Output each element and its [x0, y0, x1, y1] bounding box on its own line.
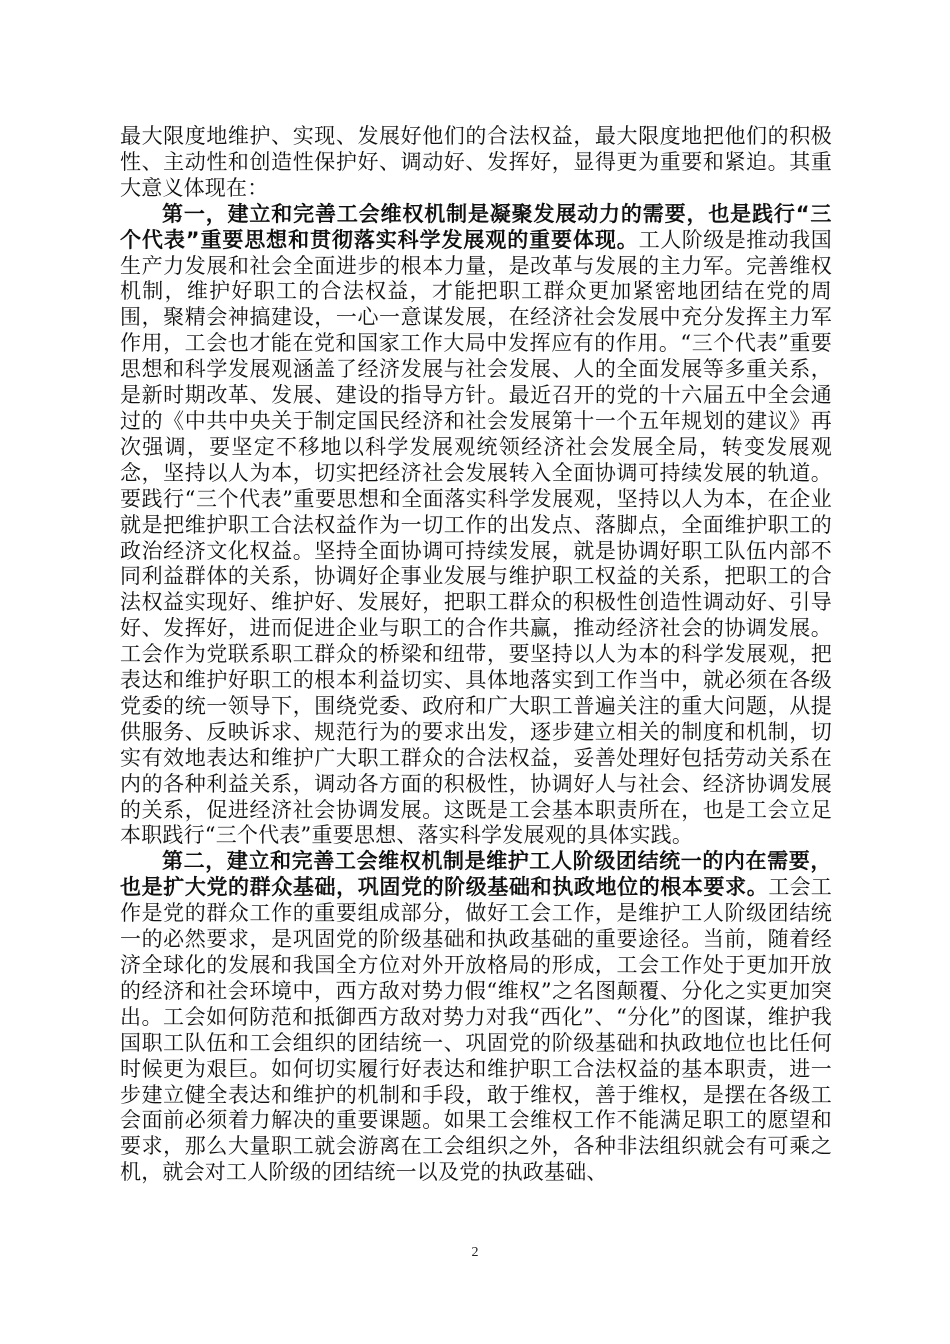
paragraph-text: 工人阶级是推动我国生产力发展和社会全面进步的根本力量，是改革与发展的主力军。完善维权机制，维护好职工的合法权益，才能把职工群众更加紧密地团结在党的周围，聚精会神搞建设，一心一意谋发展，在经济社会发展中充分发挥主力军作用，工会也才能在党和国家工作大局中发挥应有的作用。“三个代表”重要思想和科学发展观涵盖了经济发展与社会发展、人的全面发展等多重关系，是新时期改革、发展、建设的指导方针。最近召开的党的十六届五中全会通过的《中共中央关于制定国民经济和社会发展第十一个五年规划的建议》再次强调，要坚定不移地以科学发展观统领经济社会发展全局，转变发展观念，坚持以人为本，切实把经济社会发展转入全面协调可持续发展的轨道。要践行“三个代表”重要思想和全面落实科学发展观，坚持以人为本，在企业就是把维护职工合法权益作为一切工作的出发点、落脚点，全面维护职工的政治经济文化权益。坚持全面协调可持续发展，就是协调好职工队伍内部不同利益群体的关系，协调好企事业发展与维护职工权益的关系，把职工的合法权益实现好、维护好、发展好，把职工群众的积极性创造性调动好、引导好、发挥好，进而促进企业与职工的合作共赢，推动经济社会的协调发展。工会作为党联系职工群众的桥梁和纽带，要坚持以人为本的科学发展观，把表达和维护好职工的根本利益切实、具体地落实到工作当中，就必须在各级党委的统一领导下，围绕党委、政府和广大职工普遍关注的重大问题，从提供服务、反映诉求、规范行为的要求出发，逐步建立相关的制度和机制，切实有效地表达和维护广大职工群众的合法权益，妥善处理好包括劳动关系在内的各种利益关系，调动各方面的积极性，协调好人与社会、经济协调发展的关系，促进经济社会协调发展。这既是工会基本职责所在，也是工会立足本职践行“三个代表”重要思想、落实科学发展观的具体实践。: [120, 227, 832, 848]
paragraph-text: 最大限度地维护、实现、发展好他们的合法权益，最大限度地把他们的积极性、主动性和创造性保护好、调动好、发挥好，显得更为重要和紧迫。其重大意义体现在：: [120, 124, 832, 200]
paragraph-heading: 第一，建立和完善工会维权机制是凝聚发展动力的需要，也是践行“三个代表”重要思想和贯彻落实科学发展观的重要体现。: [120, 201, 832, 252]
paragraph-continuation: [120, 124, 832, 202]
body-text: [120, 124, 832, 1186]
page-number: 2: [471, 1245, 479, 1260]
paragraph-second-point: [120, 849, 832, 1186]
paragraph-text: 工会工作是党的群众工作的重要组成部分，做好工会工作，是维护工人阶级团结统一的必然要求，是巩固党的阶级基础和执政基础的重要途径。当前，随着经济全球化的发展和我国全方位对外开放格局的形成，工会工作处于更加开放的经济和社会环境中，西方敌对势力假“维权”之名图颠覆、分化之实更加突出。工会如何防范和抵御西方敌对势力对我“西化”、“分化”的图谋，维护我国职工队伍和工会组织的团结统一、巩固党的阶级基础和执政地位也比任何时候更为艰巨。如何切实履行好表达和维护职工合法权益的基本职责，进一步建立健全表达和维护的机制和手段，敢于维权，善于维权，是摆在各级工会面前必须着力解决的重要课题。如果工会维权工作不能满足职工的愿望和要求，那么大量职工就会游离在工会组织之外，各种非法组织就会有可乘之机，就会对工人阶级的团结统一以及党的执政基础、: [120, 875, 832, 1185]
paragraph-heading: 第二，建立和完善工会维权机制是维护工人阶级团结统一的内在需要，也是扩大党的群众基础，巩固党的阶级基础和执政地位的根本要求。: [120, 849, 832, 900]
paragraph-first-point: [120, 202, 832, 850]
